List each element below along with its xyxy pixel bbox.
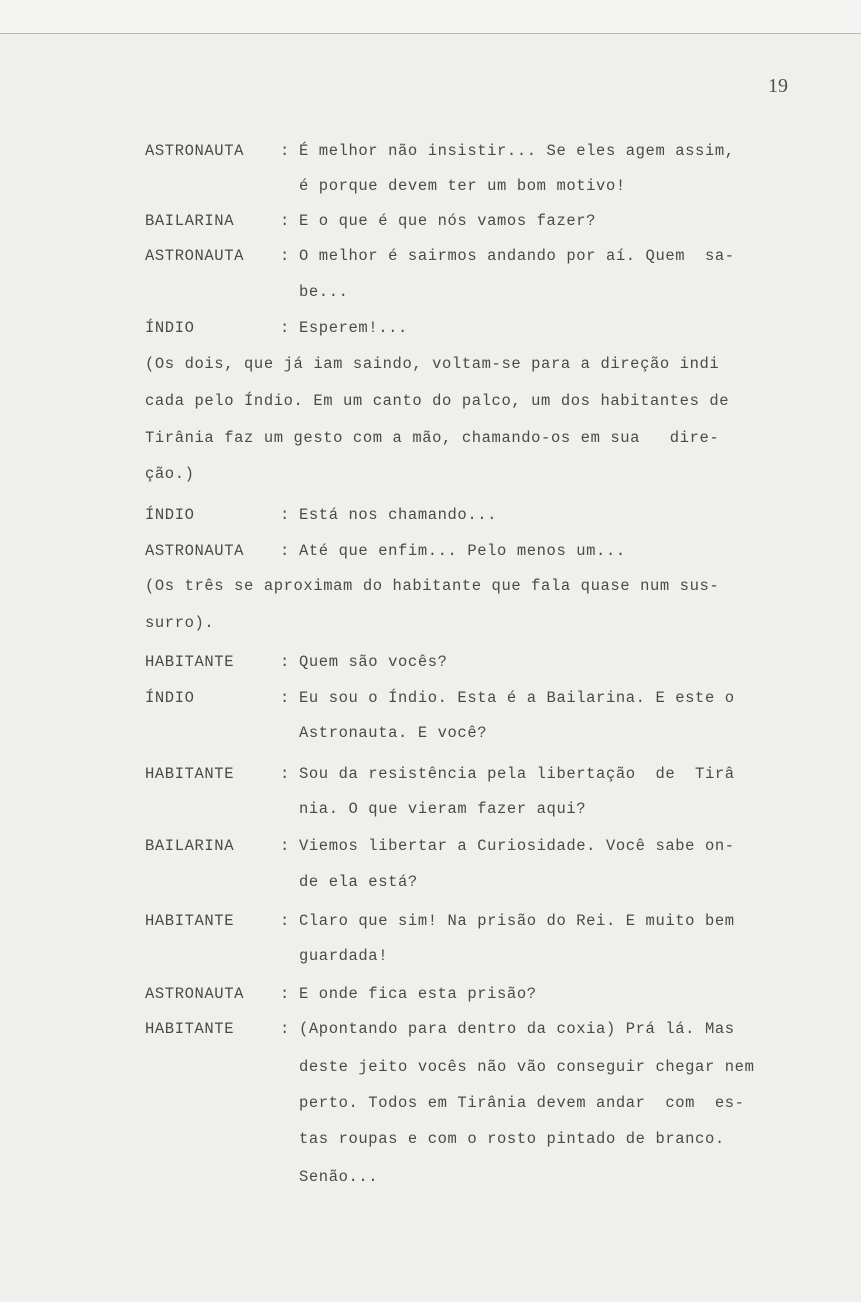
- stage-direction-line: cada pelo Índio. Em um canto do palco, um dos habitantes de: [145, 392, 730, 410]
- speaker-separator: :: [280, 212, 290, 230]
- speaker-separator: :: [280, 319, 290, 337]
- speaker-separator: :: [280, 985, 290, 1003]
- speaker-name: HABITANTE: [145, 765, 235, 783]
- stage-direction-line: (Os dois, que já iam saindo, voltam-se para a direção indi: [145, 355, 720, 373]
- speaker-separator: :: [280, 142, 290, 160]
- dialogue-line: be...: [299, 283, 349, 301]
- speaker-separator: :: [280, 837, 290, 855]
- scanned-page-top-edge: [0, 0, 861, 34]
- dialogue-line: Está nos chamando...: [299, 506, 498, 524]
- dialogue-line: tas roupas e com o rosto pintado de branco.: [299, 1130, 725, 1148]
- speaker-name: ASTRONAUTA: [145, 247, 245, 265]
- dialogue-line: (Apontando para dentro da coxia) Prá lá. Mas: [299, 1020, 735, 1038]
- dialogue-line: Claro que sim! Na prisão do Rei. E muito bem: [299, 912, 735, 930]
- dialogue-line: Eu sou o Índio. Esta é a Bailarina. E este o: [299, 689, 735, 707]
- dialogue-line: E onde fica esta prisão?: [299, 985, 537, 1003]
- speaker-name: ÍNDIO: [145, 689, 195, 707]
- dialogue-line: Senão...: [299, 1168, 379, 1186]
- dialogue-line: de ela está?: [299, 873, 418, 891]
- speaker-separator: :: [280, 765, 290, 783]
- speaker-separator: :: [280, 689, 290, 707]
- dialogue-line: nia. O que vieram fazer aqui?: [299, 800, 587, 818]
- dialogue-line: é porque devem ter um bom motivo!: [299, 177, 626, 195]
- dialogue-line: Até que enfim... Pelo menos um...: [299, 542, 626, 560]
- stage-direction-line: Tirânia faz um gesto com a mão, chamando-os em sua dire-: [145, 429, 720, 447]
- speaker-separator: :: [280, 912, 290, 930]
- speaker-name: HABITANTE: [145, 1020, 235, 1038]
- speaker-separator: :: [280, 1020, 290, 1038]
- dialogue-line: Sou da resistência pela libertação de Tirâ: [299, 765, 735, 783]
- dialogue-line: Esperem!...: [299, 319, 408, 337]
- speaker-name: ÍNDIO: [145, 319, 195, 337]
- speaker-separator: :: [280, 653, 290, 671]
- dialogue-line: guardada!: [299, 947, 389, 965]
- speaker-name: ASTRONAUTA: [145, 985, 245, 1003]
- dialogue-line: E o que é que nós vamos fazer?: [299, 212, 597, 230]
- stage-direction-line: surro).: [145, 614, 215, 632]
- speaker-name: BAILARINA: [145, 837, 235, 855]
- speaker-name: ÍNDIO: [145, 506, 195, 524]
- dialogue-line: Viemos libertar a Curiosidade. Você sabe on-: [299, 837, 735, 855]
- speaker-separator: :: [280, 542, 290, 560]
- dialogue-line: Quem são vocês?: [299, 653, 448, 671]
- speaker-name: HABITANTE: [145, 912, 235, 930]
- dialogue-line: deste jeito vocês não vão conseguir chegar nem: [299, 1058, 755, 1076]
- dialogue-line: perto. Todos em Tirânia devem andar com es-: [299, 1094, 745, 1112]
- stage-direction-line: ção.): [145, 465, 195, 483]
- dialogue-line: O melhor é sairmos andando por aí. Quem sa-: [299, 247, 735, 265]
- dialogue-line: É melhor não insistir... Se eles agem assim,: [299, 142, 735, 160]
- speaker-name: BAILARINA: [145, 212, 235, 230]
- stage-direction-line: (Os três se aproximam do habitante que fala quase num sus-: [145, 577, 720, 595]
- speaker-name: ASTRONAUTA: [145, 142, 245, 160]
- speaker-separator: :: [280, 247, 290, 265]
- speaker-separator: :: [280, 506, 290, 524]
- page-number: 19: [768, 75, 788, 97]
- speaker-name: HABITANTE: [145, 653, 235, 671]
- speaker-name: ASTRONAUTA: [145, 542, 245, 560]
- dialogue-line: Astronauta. E você?: [299, 724, 488, 742]
